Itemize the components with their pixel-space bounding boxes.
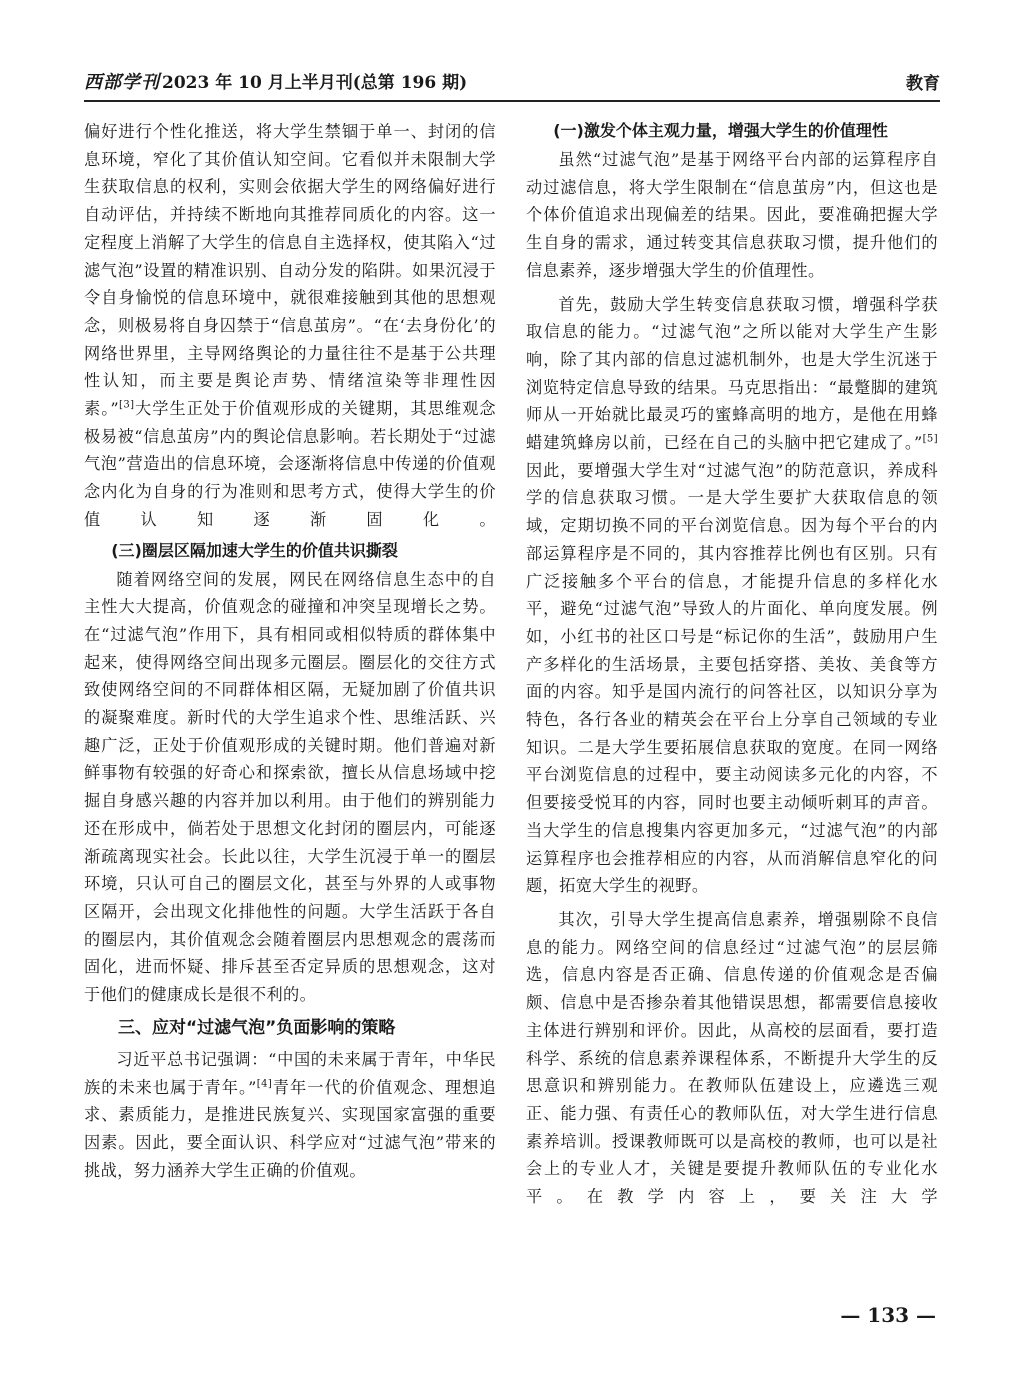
left-column bbox=[84, 118, 496, 1184]
right-column bbox=[526, 118, 938, 1211]
citation-ref: [3] bbox=[119, 399, 135, 411]
section-heading: 三、应对“过滤气泡”负面影响的策略 bbox=[118, 1017, 396, 1038]
paragraph bbox=[526, 291, 938, 900]
running-header bbox=[84, 66, 940, 102]
citation-ref: [4] bbox=[256, 1078, 273, 1090]
paragraph-text: 首先，鼓励大学生转变信息获取习惯，增强科学获取信息的能力。“过滤气泡”之所以能对大学生产生影响，除了其内部的信息过滤机制外，也是大学生沉迷于浏览特定信息导致的结果。马克思指出：“最蹩脚的建筑师从一开始就比最灵巧的蜜蜂高明的地方，是他在用蜂蜡建筑蜂房以前，已经在自己的头脑中把它建成了。” bbox=[526, 294, 938, 453]
journal-info bbox=[84, 68, 467, 94]
paragraph: 其次，引导大学生提高信息素养，增强剔除不良信息的能力。网络空间的信息经过“过滤气泡”的层层筛选，信息内容是否正确、信息传递的价值观念是否偏颇、信息中是否掺杂着其他错误思想，都需要信息接收主体进行辨别和评价。因此，从高校的层面看，要打造科学、系统的信息素养课程体系，不断提升大学生的反思意识和辨别能力。在教师队伍建设上，应遴选三观正、能力强、有责任心的教师队伍，对大学生进行信息素养培训。授课教师既可以是高校的教师，也可以是社会上的专业人才，关键是要提升教师队伍的专业化水平。在教学内容上，要关注大学 bbox=[526, 909, 938, 1207]
paragraph bbox=[84, 118, 496, 534]
journal-logo: 西部学刊 bbox=[84, 72, 160, 93]
paragraph-text: 习近平总书记强调：“中国的未来属于青年，中华民族的未来也属于青年。” bbox=[84, 1049, 496, 1097]
paragraph-text: 大学生正处于价值观形成的关键期，其思维观念极易被“信息茧房”内的舆论信息影响。若长期处于“过滤气泡”营造出的信息环境，会逐渐将信息中传递的价值观念内化为自身的行为准则和思考方式，使得大学生的价值认知逐渐固化。 bbox=[84, 399, 496, 529]
paragraph: 虽然“过滤气泡”是基于网络平台内部的运算程序自动过滤信息，将大学生限制在“信息茧房”内，但这也是个体价值追求出现偏差的结果。因此，要准确把握大学生自身的需求，通过转变其信息获取习惯，提升他们的信息素养，逐步增强大学生的价值理性。 bbox=[526, 150, 938, 280]
issue-info: 2023 年 10 月上半月刊(总第 196 期) bbox=[162, 73, 468, 93]
paragraph-text: 因此，要增强大学生对“过滤气泡”的防范意识，养成科学的信息获取习惯。一是大学生要扩大获取信息的领域，定期切换不同的平台浏览信息。因为每个平台的内部运算程序是不同的，其内容推荐比例也有区别。只有广泛接触多个平台的信息，才能提升信息的多样化水平，避免“过滤气泡”导致人的片面化、单向度发展。例如，小红书的社区口号是“标记你的生活”，鼓励用户生产多样化的生活场景，主要包括穿搭、美妆、美食等方面的内容。知乎是国内流行的问答社区，以知识分享为特色，各行各业的精英会在平台上分享自己领域的专业知识。二是大学生要拓展信息获取的宽度。在同一网络平台浏览信息的过程中，要主动阅读多元化的内容，不但要接受悦耳的内容，同时也要主动倾听刺耳的声音。当大学生的信息搜集内容更加多元，“过滤气泡”的内部运算程序也会推荐相应的内容，从而消解信息窄化的问题，拓宽大学生的视野。 bbox=[526, 460, 938, 896]
paragraph-text: 青年一代的价值观念、理想追求、素质能力，是推进民族复兴、实现国家富强的重要因素。因此，要全面认识、科学应对“过滤气泡”带来的挑战，努力涵养大学生正确的价值观。 bbox=[84, 1077, 497, 1180]
subsection-heading: (一)激发个体主观力量，增强大学生的价值理性 bbox=[553, 121, 888, 140]
section-label: 教育 bbox=[906, 74, 940, 94]
paragraph: 随着网络空间的发展，网民在网络信息生态中的自主性大大提高，价值观念的碰撞和冲突呈现增长之势。在“过滤气泡”作用下，具有相同或相似特质的群体集中起来，使得网络空间出现多元圈层。圈层化的交往方式致使网络空间的不同群体相区隔，无疑加剧了价值共识的凝聚难度。新时代的大学生追求个性、思维活跃、兴趣广泛，正处于价值观形成的关键时期。他们普遍对新鲜事物有较强的好奇心和探索欲，擅长从信息场域中挖掘自身感兴趣的内容并加以利用。由于他们的辨别能力还在形成中，倘若处于思想文化封闭的圈层内，可能逐渐疏离现实社会。长此以往，大学生沉浸于单一的圈层环境，只认可自己的圈层文化，甚至与外界的人或事物区隔开，会出现文化排他性的问题。大学生活跃于各自的圈层内，其价值观念会随着圈层内思想观念的震荡而固化，进而怀疑、排斥甚至否定异质的思想观念，这对于他们的健康成长是很不利的。 bbox=[84, 569, 496, 1005]
citation-ref: [5] bbox=[922, 433, 938, 445]
page-number: — 133 — bbox=[840, 1303, 936, 1327]
paragraph bbox=[84, 1046, 496, 1185]
subsection-heading: (三)圈层区隔加速大学生的价值共识撕裂 bbox=[111, 540, 398, 560]
paragraph-text: 偏好进行个性化推送，将大学生禁锢于单一、封闭的信息环境，窄化了其价值认知空间。它看似并未限制大学生获取信息的权利，实则会依据大学生的网络偏好进行自动评估，并持续不断地向其推荐同质化的内容。这一定程度上消解了大学生的信息自主选择权，使其陷入“过滤气泡”设置的精准识别、自动分发的陷阱。如果沉浸于令自身愉悦的信息环境中，就很难接触到其他的思想观念，则极易将自身囚禁于“信息茧房”。“在‘去身份化’的网络世界里，主导网络舆论的力量往往不是基于公共理性认知，而主要是舆论声势、情绪渲染等非理性因素。” bbox=[84, 122, 496, 419]
